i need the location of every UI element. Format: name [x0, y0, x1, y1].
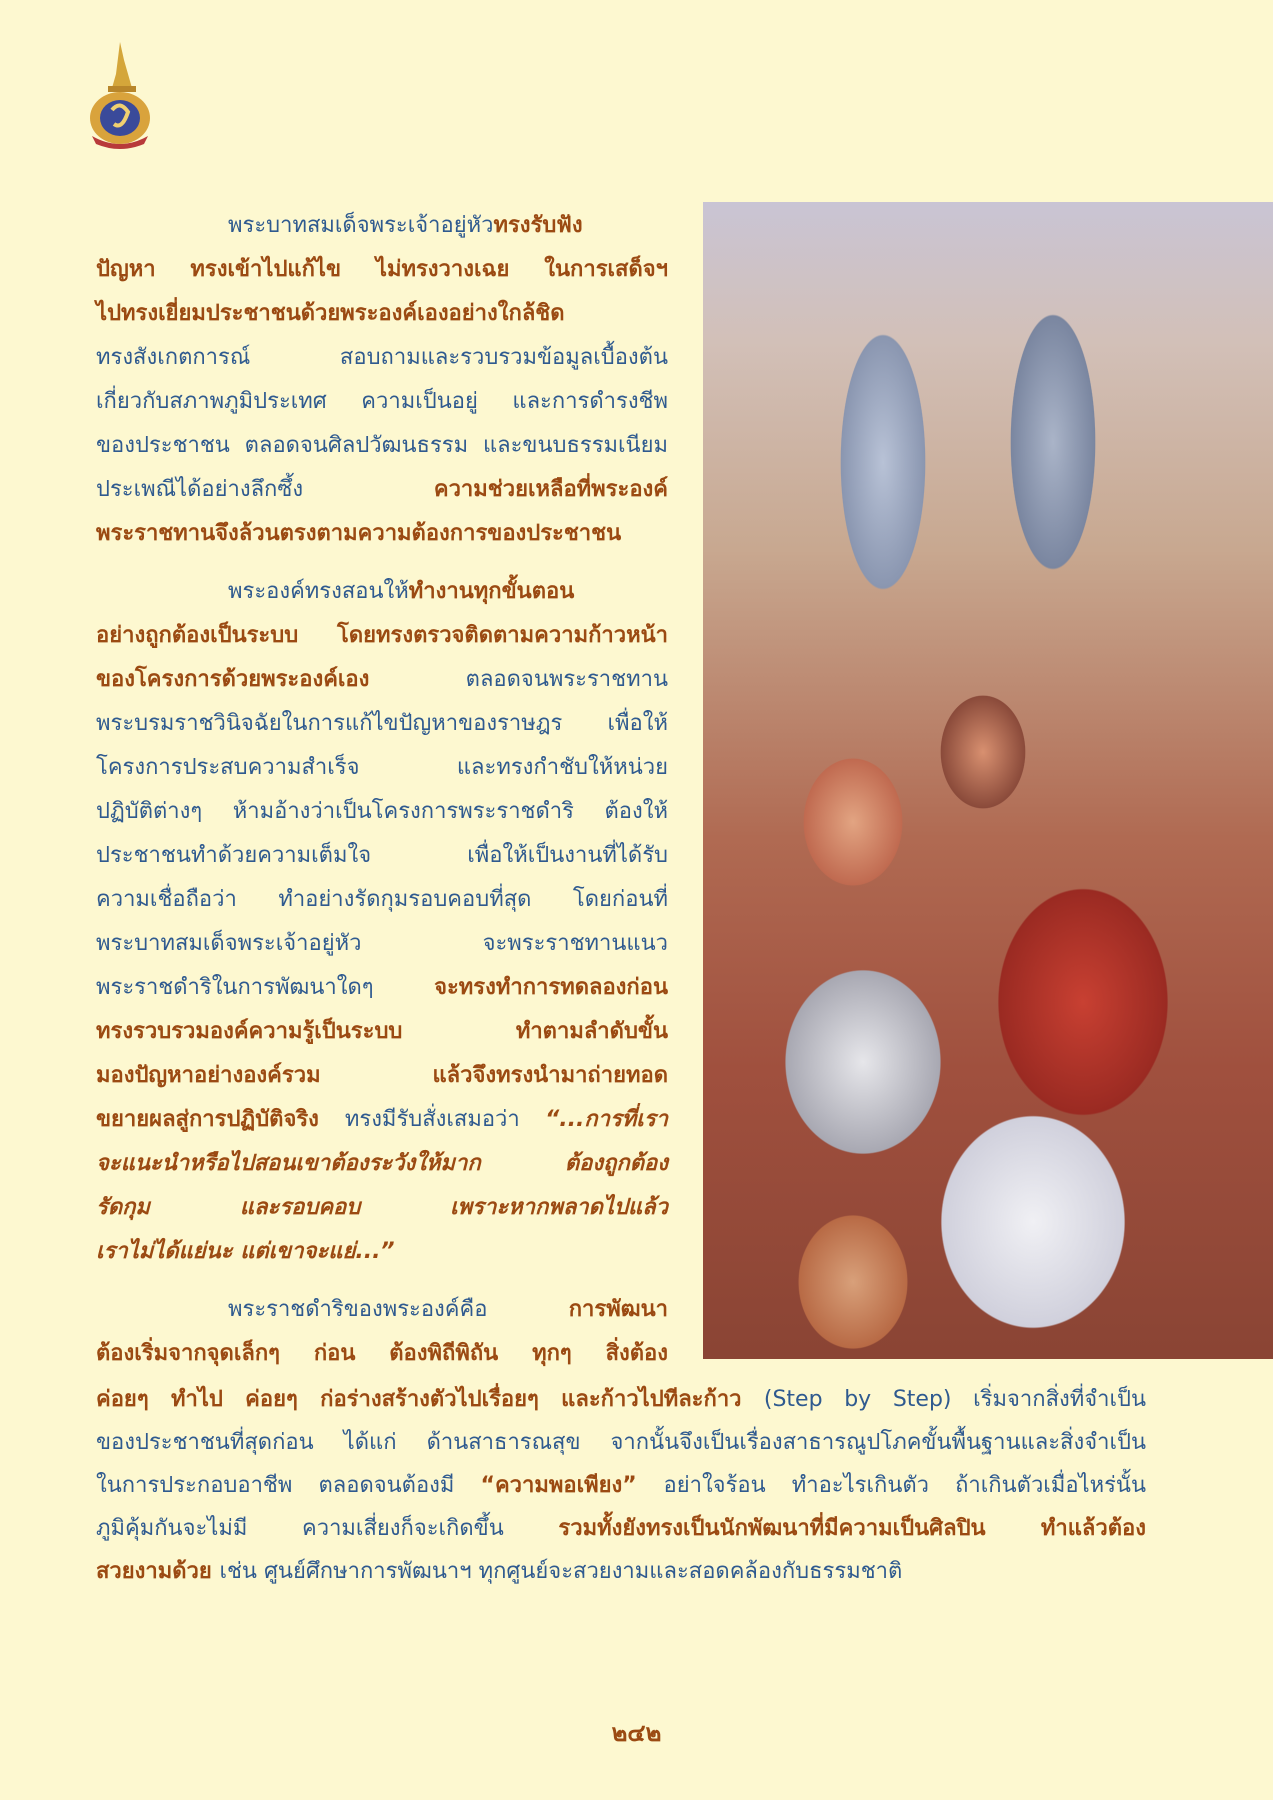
- text-line: [96, 1421, 1146, 1464]
- emphasis-text: สวยงามด้วย: [96, 1559, 220, 1584]
- text-line: [96, 248, 668, 292]
- emphasis-text: ทรงรับฟัง: [493, 213, 583, 238]
- body-text: เกี่ยวกับสภาพภูมิประเทศ ความเป็นอยู่ และการดำรงชีพ: [96, 389, 668, 414]
- body-text: ของประชาชนที่สุดก่อน ได้แก่ ด้านสาธารณสุข จากนั้นจึงเป็นเรื่องสาธารณูปโภคขั้นพื้นฐานและสิ่งจำเป็น: [96, 1430, 1146, 1455]
- quote-text: เราไม่ได้แย่นะ แต่เขาจะแย่...”: [96, 1239, 395, 1264]
- body-text: ทรงสังเกตการณ์ สอบถามและรวบรวมข้อมูลเบื้องต้น: [96, 345, 668, 370]
- emphasis-text: ขยายผลสู่การปฏิบัติจริง: [96, 1107, 345, 1132]
- text-line: [96, 380, 668, 424]
- text-line: [96, 834, 668, 878]
- emphasis-text: การพัฒนา: [568, 1297, 668, 1322]
- text-line: [96, 1550, 1146, 1593]
- emphasis-text: ไปทรงเยี่ยมประชาชนด้วยพระองค์เองอย่างใกล้ชิด: [96, 301, 565, 326]
- body-text: ปฏิบัติต่างๆ ห้ามอ้างว่าเป็นโครงการพระราชดำริ ต้องให้: [96, 799, 668, 824]
- quote-text: “...การที่เรา: [545, 1107, 668, 1132]
- text-line: [96, 468, 668, 512]
- paragraph: [96, 1288, 668, 1376]
- body-text: ของประชาชน ตลอดจนศิลปวัฒนธรรม และขนบธรรมเนียม: [96, 433, 668, 458]
- text-line: [96, 614, 668, 658]
- emphasis-text: รวมทั้งยังทรงเป็นนักพัฒนาที่มีความเป็นศิลปิน ทำแล้วต้อง: [558, 1516, 1146, 1541]
- body-text: ประเพณีได้อย่างลึกซึ้ง: [96, 477, 434, 502]
- text-line: [96, 570, 668, 614]
- text-line: [96, 790, 668, 834]
- emphasis-text: พระราชทานจึงล้วนตรงตามความต้องการของประชาชน: [96, 521, 622, 546]
- body-text: พระองค์ทรงสอนให้: [228, 579, 409, 604]
- body-text: ประชาชนทำด้วยความเต็มใจ เพื่อให้เป็นงานที่ได้รับ: [96, 843, 668, 868]
- emphasis-text: ทรงรวบรวมองค์ความรู้เป็นระบบ ทำตามลำดับขั้น: [96, 1019, 668, 1044]
- body-text: เช่น ศูนย์ศึกษาการพัฒนาฯ ทุกศูนย์จะสวยงามและสอดคล้องกับธรรมชาติ: [219, 1559, 903, 1584]
- text-line: [96, 966, 668, 1010]
- emphasis-text: ปัญหา ทรงเข้าไปแก้ไข ไม่ทรงวางเฉย ในการเสด็จฯ: [96, 257, 668, 282]
- emphasis-text: ค่อยๆ ทำไป ค่อยๆ ก่อร่างสร้างตัวไปเรื่อยๆ และก้าวไปทีละก้าว: [96, 1387, 764, 1412]
- body-text: พระราชดำริของพระองค์คือ: [228, 1297, 569, 1322]
- text-line: [96, 1288, 668, 1332]
- body-text: ตลอดจนพระราชทาน: [465, 667, 668, 692]
- text-line: [96, 658, 668, 702]
- text-line: [96, 1507, 1146, 1550]
- quote-text: จะแนะนำหรือไปสอนเขาต้องระวังให้มาก ต้องถูกต้อง: [96, 1151, 668, 1176]
- body-text: อย่าใจร้อน ทำอะไรเกินตัว ถ้าเกินตัวเมื่อไหร่นั้น: [663, 1473, 1147, 1498]
- text-line: [96, 512, 668, 556]
- emphasis-text: ความช่วยเหลือที่พระองค์: [433, 477, 668, 502]
- body-text: พระบรมราชวินิจฉัยในการแก้ไขปัญหาของราษฎร เพื่อให้: [96, 711, 668, 736]
- text-line: [96, 922, 668, 966]
- emphasis-text: ของโครงการด้วยพระองค์เอง: [96, 667, 466, 692]
- text-line: [96, 1054, 668, 1098]
- body-text: พระบาทสมเด็จพระเจ้าอยู่หัว: [228, 213, 494, 238]
- body-text: ในการประกอบอาชีพ ตลอดจนต้องมี: [96, 1473, 481, 1498]
- emphasis-text: จะทรงทำการทดลองก่อน: [434, 975, 668, 1000]
- emphasis-text: ทำงานทุกขั้นตอน: [408, 579, 575, 604]
- text-line: [96, 1098, 668, 1142]
- body-text: (Step by Step) เริ่มจากสิ่งที่จำเป็น: [763, 1387, 1147, 1412]
- emphasis-text: “ความพอเพียง”: [480, 1473, 664, 1498]
- page-number: ๒๔๒: [611, 1719, 662, 1747]
- text-line: [96, 1230, 668, 1274]
- body-text: ทรงมีรับสั่งเสมอว่า: [344, 1107, 546, 1132]
- body-text: ความเชื่อถือว่า ทำอย่างรัดกุมรอบคอบที่สุด โดยก่อนที่: [96, 887, 668, 912]
- full-width-text: [96, 1378, 1146, 1593]
- text-line: [96, 204, 668, 248]
- text-line: [96, 336, 668, 380]
- text-line: [96, 1464, 1146, 1507]
- emphasis-text: อย่างถูกต้องเป็นระบบ โดยทรงตรวจติดตามความก้าวหน้า: [96, 623, 668, 648]
- text-line: [96, 292, 668, 336]
- body-text: ภูมิคุ้มกันจะไม่มี ความเสี่ยงก็จะเกิดขึ้น: [96, 1516, 559, 1541]
- text-line: [96, 1010, 668, 1054]
- paragraph: [96, 570, 668, 1274]
- body-text: โครงการประสบความสำเร็จ และทรงกำชับให้หน่วย: [96, 755, 668, 780]
- emphasis-text: ต้องเริ่มจากจุดเล็กๆ ก่อน ต้องพิถีพิถัน ทุกๆ สิ่งต้อง: [96, 1341, 668, 1366]
- text-line: [96, 1332, 668, 1376]
- text-line: [96, 878, 668, 922]
- emphasis-text: มองปัญหาอย่างองค์รวม แล้วจึงทรงนำมาถ่ายทอด: [96, 1063, 668, 1088]
- royal-emblem-icon: [84, 40, 156, 150]
- paragraph: [96, 204, 668, 556]
- body-text: พระราชดำริในการพัฒนาใดๆ: [96, 975, 435, 1000]
- text-line: [96, 702, 668, 746]
- text-line: [96, 1186, 668, 1230]
- text-line: [96, 424, 668, 468]
- text-line: [96, 1378, 1146, 1421]
- body-text: พระบาทสมเด็จพระเจ้าอยู่หัว จะพระราชทานแนว: [96, 931, 668, 956]
- text-line: [96, 746, 668, 790]
- text-line: [96, 1142, 668, 1186]
- quote-text: รัดกุม และรอบคอบ เพราะหากพลาดไปแล้ว: [96, 1195, 668, 1220]
- left-text-column: [96, 204, 668, 1390]
- photo-king-with-villagers: [703, 202, 1273, 1359]
